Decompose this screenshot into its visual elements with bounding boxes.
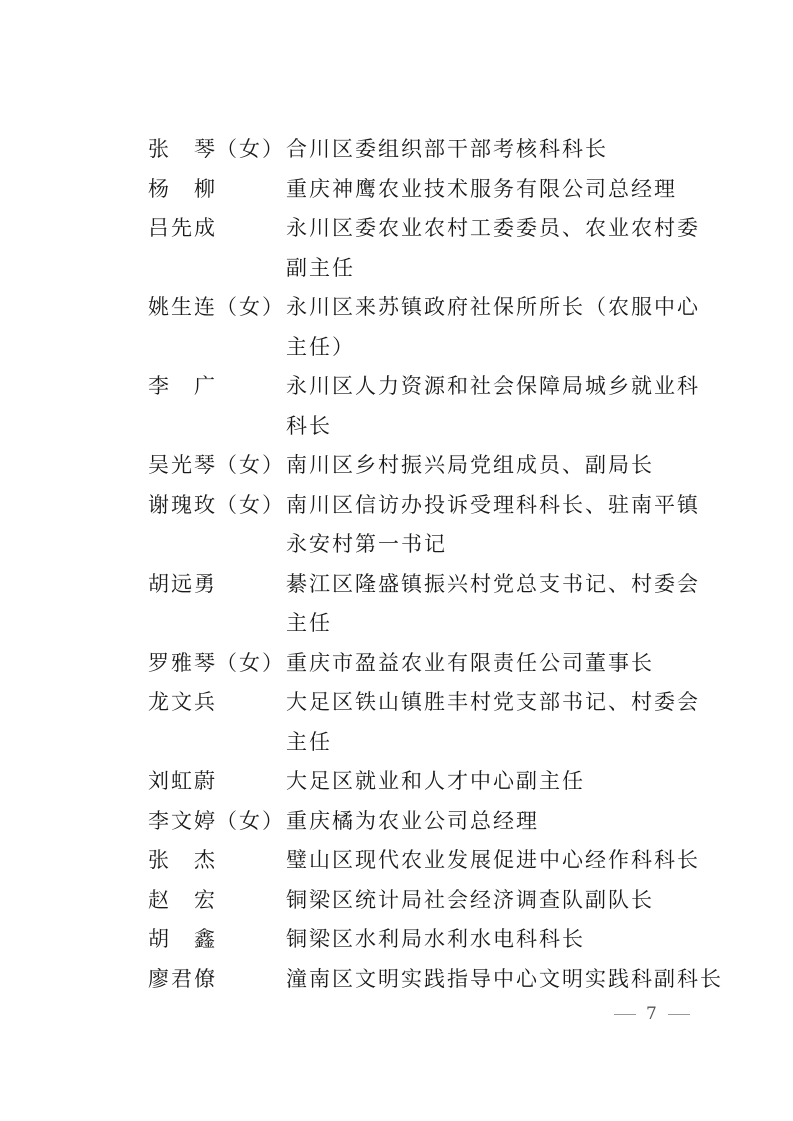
list-item: [148, 565, 708, 644]
person-name: [148, 802, 286, 842]
position-line: 副主任: [286, 255, 355, 280]
position-line: 主任: [286, 611, 332, 635]
position-line: 主任: [286, 729, 332, 754]
position-line: 科长: [286, 413, 332, 438]
person-name-text: 赵 宏: [148, 887, 217, 912]
gender-note: （女）: [216, 295, 285, 319]
position-line: 重庆神鹰农业技术服务有限公司总经理: [286, 176, 677, 201]
position-line: 永川区人力资源和社会保障局城乡就业科: [286, 374, 700, 398]
gender-note: （女）: [216, 492, 285, 517]
person-name: [148, 920, 286, 960]
list-item: [148, 130, 708, 170]
list-item: [148, 920, 708, 960]
gender-note: （女）: [216, 137, 285, 161]
person-name: [148, 565, 286, 605]
person-name: [148, 960, 286, 1000]
position-description: [286, 446, 708, 486]
position-description: [286, 130, 708, 170]
gender-note: （女）: [216, 650, 285, 675]
person-name: [148, 209, 286, 249]
position-line: 大足区铁山镇胜丰村党支部书记、村委会: [286, 690, 700, 714]
person-name-text: 罗雅琴: [148, 650, 217, 675]
list-item: [148, 960, 723, 1000]
list-item: [148, 367, 708, 446]
position-line: 永川区来苏镇政府社保所所长（农服中心: [286, 295, 700, 319]
position-description: [286, 841, 708, 881]
position-line: 重庆市盈益农业有限责任公司董事长: [286, 650, 654, 675]
person-name-text: 胡 鑫: [148, 927, 217, 951]
person-name-text: 刘虹蔚: [148, 769, 217, 793]
person-name-text: 廖君僚: [148, 966, 217, 991]
person-name-text: 李 广: [148, 374, 217, 398]
position-description: [286, 762, 708, 802]
personnel-list: [148, 130, 723, 999]
position-description: [286, 920, 708, 960]
position-description: [286, 367, 708, 446]
position-line: 铜梁区统计局社会经济调查队副队长: [286, 887, 654, 912]
position-description: [286, 644, 708, 684]
position-description: [286, 683, 708, 762]
position-line: 綦江区隆盛镇振兴村党总支书记、村委会: [286, 571, 700, 596]
person-name-text: 杨 柳: [148, 176, 217, 201]
person-name-text: 张 杰: [148, 848, 217, 872]
list-item: [148, 486, 708, 565]
person-name: [148, 446, 286, 486]
person-name-text: 吴光琴: [148, 453, 217, 477]
position-line: 铜梁区水利局水利水电科科长: [286, 927, 585, 951]
person-name: [148, 130, 286, 170]
gender-note: （女）: [216, 808, 285, 833]
position-description: [286, 209, 708, 288]
person-name-text: 龙文兵: [148, 690, 217, 714]
position-line: 永安村第一书记: [286, 532, 447, 556]
person-name: [148, 762, 286, 802]
position-line: 永川区委农业农村工委委员、农业农村委: [286, 216, 700, 240]
list-item: [148, 683, 708, 762]
position-line: 合川区委组织部干部考核科科长: [286, 137, 608, 161]
position-description: [286, 960, 723, 1000]
position-description: [286, 486, 708, 565]
person-name-text: 胡远勇: [148, 571, 217, 596]
position-line: 南川区信访办投诉受理科科长、驻南平镇: [286, 492, 700, 517]
position-description: [286, 802, 708, 842]
person-name-text: 谢瑰玫: [148, 492, 217, 517]
person-name: [148, 841, 286, 881]
person-name-text: 姚生连: [148, 295, 217, 319]
list-item: [148, 288, 708, 367]
position-line: 重庆橘为农业公司总经理: [286, 808, 539, 833]
person-name: [148, 644, 286, 684]
list-item: [148, 209, 708, 288]
list-item: [148, 762, 708, 802]
position-line: 主任）: [286, 334, 355, 359]
position-description: [286, 565, 708, 644]
person-name: [148, 486, 286, 526]
page-number: 7: [646, 1004, 658, 1024]
person-name: [148, 683, 286, 723]
list-item: [148, 802, 708, 842]
person-name: [148, 367, 286, 407]
footer-dash-right: [668, 1014, 690, 1015]
person-name: [148, 881, 286, 921]
list-item: [148, 881, 708, 921]
page-footer: [604, 1004, 700, 1024]
position-line: 潼南区文明实践指导中心文明实践科副科长: [286, 966, 723, 991]
position-description: [286, 881, 708, 921]
list-item: [148, 170, 708, 210]
position-line: 南川区乡村振兴局党组成员、副局长: [286, 453, 654, 477]
person-name-text: 吕先成: [148, 216, 217, 240]
list-item: [148, 644, 708, 684]
person-name-text: 李文婷: [148, 808, 217, 833]
list-item: [148, 446, 708, 486]
person-name-text: 张 琴: [148, 137, 217, 161]
list-item: [148, 841, 708, 881]
person-name: [148, 288, 286, 328]
position-line: 大足区就业和人才中心副主任: [286, 769, 585, 793]
gender-note: （女）: [216, 453, 285, 477]
position-line: 璧山区现代农业发展促进中心经作科科长: [286, 848, 700, 872]
footer-dash-left: [614, 1014, 636, 1015]
position-description: [286, 170, 708, 210]
person-name: [148, 170, 286, 210]
position-description: [286, 288, 708, 367]
